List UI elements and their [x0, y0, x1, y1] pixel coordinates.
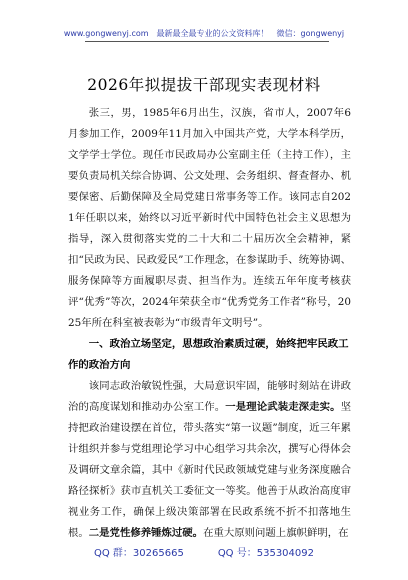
intro-paragraph: 张三，男，1985年6月出生，汉族，省市人，2007年6月参加工作，2009年11月加入中国共产党，大学本科学历，文学学士学位。现任市民政局办公室副主任（主持工作），主要负责局机关综合协调、公文处理、会务组织、督查督办、机要保密、后勤保障及全局党建日常事务等工作。该同志自2021年任职以来，始终以习近平新时代中国特色社会主义思想为指导，深入贯彻落实党的二十大和二十届历次全会精神，紧扣“民政为民、民政爱民”工作理念，在参谋助手、统筹协调、服务保障等方面履职尽责、担当作为。连续五年年度考核获评“优秀”等次，2024年荣获全市“优秀党务工作者”称号，2025年所在科室被表彰为“市级青年文明号”。: [68, 107, 351, 329]
header-wechat: 微信：gongwenyj: [276, 29, 345, 38]
footer-qq-number: QQ 号：535304092: [217, 548, 314, 559]
section-1-text-a: 该同志政治敏锐性强，大局意识牢固，能够时刻站在讲政治的高度谋划和推动办公室工作。: [68, 380, 351, 413]
section-heading-1: 一、政治立场坚定，思想政治素质过硬，始终把牢民政工作的政治方向: [68, 338, 349, 371]
document-body: [68, 103, 351, 544]
header-divider: [85, 41, 329, 42]
header-site-link[interactable]: www.gongwenyj.com: [63, 29, 149, 38]
section-1-text-c: 在重大原则问题上旗帜鲜明，在: [203, 527, 349, 539]
page-header: [0, 28, 408, 39]
section-1-text-b: 坚持把政治建设摆在首位，带头落实“第一议题”制度，近三年累计组织并参与党组理论学习中心组学习共余次，撰写心得体会及调研文章余篇，其中《新时代民政领域党建与业务深度融合路径探析》获市直机关工委征文一等奖。他善于从政治高度审视业务工作，确保上级决策部署在民政系统不折不扣落地生根。: [68, 401, 352, 539]
footer-qq-group: QQ 群：30265665: [93, 548, 184, 559]
section-1-paragraph: [68, 376, 351, 544]
document-title: 2026年拟提拔干部现实表现材料: [87, 76, 321, 94]
section-1-point-2: 二是党性修养锤炼过硬。: [88, 527, 204, 539]
page-footer: [0, 544, 408, 559]
header-slogan: 最新最全最专业的公文资料库！: [156, 29, 269, 38]
section-1-point-1: 一是理论武装走深走实。: [225, 401, 341, 413]
